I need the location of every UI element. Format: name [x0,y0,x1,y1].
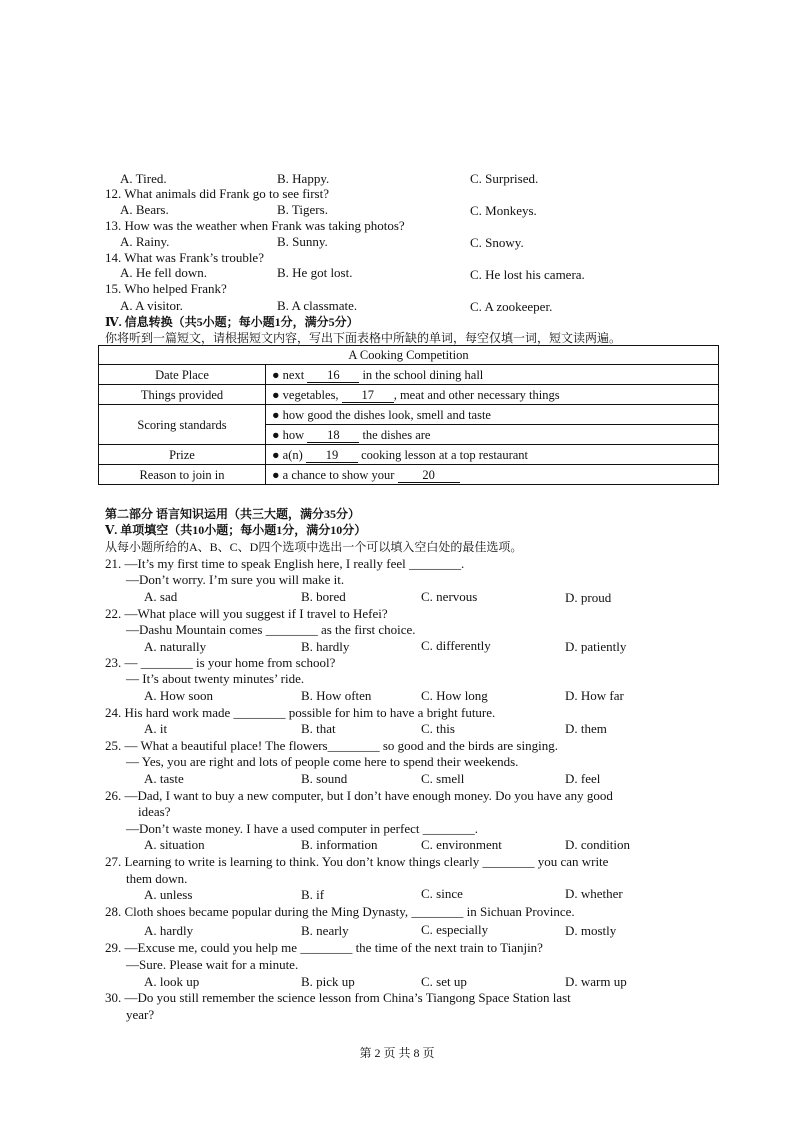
row-content [266,445,719,465]
q29-option-d[interactable]: D. warm up [565,974,627,989]
q27-text: 27. Learning to write is learning to think. You don’t know things clearly ________ you can write [105,854,609,869]
answer-blank-19[interactable]: 19 [306,448,358,463]
q12-option-a: A. Bears. [120,202,169,217]
q29-option-a[interactable]: A. look up [144,974,200,989]
q11-option-a: A. Tired. [120,171,167,186]
row-text: , meat and other necessary things [393,387,560,402]
q21-option-d[interactable]: D. proud [565,590,612,605]
section5-instruction: 从每小题所给的A、B、C、D四个选项中选出一个可以填入空白处的最佳选项。 [105,540,523,554]
q28-text: 28. Cloth shoes became popular during the Ming Dynasty, ________ in Sichuan Province. [105,904,575,919]
q23-option-c[interactable]: C. How long [421,688,488,703]
q26-option-b[interactable]: B. information [301,837,378,852]
row-text: ● vegetables, [272,387,339,402]
q21-text-2: —Don’t worry. I’m sure you will make it. [126,572,345,587]
q30-text: 30. —Do you still remember the science lesson from China’s Tiangong Space Station last [105,990,571,1005]
q11-option-b: B. Happy. [277,171,330,186]
q29-text-2: —Sure. Please wait for a minute. [126,957,299,972]
q13-option-b: B. Sunny. [277,234,328,249]
answer-blank-20[interactable]: 20 [398,468,460,483]
section5-heading: Ⅴ. 单项填空（共10小题；每小题1分，满分10分） [105,523,367,537]
q21-option-b[interactable]: B. bored [301,589,346,604]
q22-option-b[interactable]: B. hardly [301,639,350,654]
row-content [266,425,719,445]
q14-option-a: A. He fell down. [120,265,208,280]
cooking-competition-table [98,345,719,485]
row-text: in the school dining hall [362,367,484,382]
q24-option-b[interactable]: B. that [301,721,336,736]
q26-option-d[interactable]: D. condition [565,837,630,852]
table-row [99,385,719,405]
q22-option-c[interactable]: C. differently [421,638,491,653]
q21-option-a[interactable]: A. sad [144,589,178,604]
q13-text: 13. How was the weather when Frank was taking photos? [105,218,405,233]
q11-option-c: C. Surprised. [470,171,539,186]
q25-option-a[interactable]: A. taste [144,771,184,786]
row-label: Prize [99,445,266,465]
row-content [266,385,719,405]
q12-option-b: B. Tigers. [277,202,328,217]
q24-option-c[interactable]: C. this [421,721,455,736]
row-label: Things provided [99,385,266,405]
q14-text: 14. What was Frank’s trouble? [105,250,264,265]
row-text: cooking lesson at a top restaurant [361,447,529,462]
q25-option-d[interactable]: D. feel [565,771,601,786]
q15-text: 15. Who helped Frank? [105,281,227,296]
q15-option-b: B. A classmate. [277,298,358,313]
q15-option-a: A. A visitor. [120,298,183,313]
row-text: ● a chance to show your [272,467,395,482]
q25-option-c[interactable]: C. smell [421,771,465,786]
q12-text: 12. What animals did Frank go to see first? [105,186,329,201]
q15-option-c: C. A zookeeper. [470,299,553,314]
row-label: Scoring standards [99,405,266,445]
q29-text: 29. —Excuse me, could you help me ________ the time of the next train to Tianjin? [105,940,543,955]
q21-option-c[interactable]: C. nervous [421,589,478,604]
row-content [266,365,719,385]
q12-option-c: C. Monkeys. [470,203,537,218]
q14-option-c: C. He lost his camera. [470,267,585,282]
q22-option-a[interactable]: A. naturally [144,639,207,654]
q25-option-b[interactable]: B. sound [301,771,348,786]
row-content [266,465,719,485]
answer-blank-17[interactable]: 17 [342,388,394,403]
row-text: ● how [272,427,305,442]
q28-option-b[interactable]: B. nearly [301,923,349,938]
q26-text-cont: ideas? [138,804,171,819]
q26-text: 26. —Dad, I want to buy a new computer, but I don’t have enough money. Do you have any good [105,788,613,803]
q22-text-2: —Dashu Mountain comes ________ as the first choice. [126,622,416,637]
answer-blank-18[interactable]: 18 [307,428,359,443]
section4-heading: Ⅳ. 信息转换（共5小题；每小题1分，满分5分） [105,315,359,329]
row-text: ● a(n) [272,447,303,462]
q14-option-b: B. He got lost. [277,265,353,280]
table-row [99,405,719,425]
row-content: ● how good the dishes look, smell and taste [266,405,719,425]
q29-option-b[interactable]: B. pick up [301,974,355,989]
q22-option-d[interactable]: D. patiently [565,639,627,654]
q30-text-cont: year? [126,1007,155,1022]
q27-option-c[interactable]: C. since [421,886,463,901]
row-text: ● next [272,367,305,382]
page-number: 第 2 页 共 8 页 [359,1046,435,1060]
q28-option-d[interactable]: D. mostly [565,923,617,938]
q25-text-2: — Yes, you are right and lots of people come here to spend their weekends. [126,754,519,769]
q28-option-a[interactable]: A. hardly [144,923,194,938]
q27-text-cont: them down. [126,871,188,886]
q13-option-c: C. Snowy. [470,235,524,250]
q28-option-c[interactable]: C. especially [421,922,489,937]
q26-option-c[interactable]: C. environment [421,837,502,852]
q23-option-b[interactable]: B. How often [301,688,372,703]
q25-text: 25. — What a beautiful place! The flowers________ so good and the birds are singing. [105,738,558,753]
q22-text: 22. —What place will you suggest if I travel to Hefei? [105,606,388,621]
q21-text: 21. —It’s my first time to speak English here, I really feel ________. [105,556,465,571]
q24-option-d[interactable]: D. them [565,721,607,736]
q27-option-d[interactable]: D. whether [565,886,623,901]
q26-text-2: —Don’t waste money. I have a used computer in perfect ________. [126,821,478,836]
q23-option-a[interactable]: A. How soon [144,688,213,703]
row-text: the dishes are [362,427,431,442]
table-row [99,465,719,485]
q13-option-a: A. Rainy. [120,234,170,249]
q24-text: 24. His hard work made ________ possible for him to have a bright future. [105,705,496,720]
part2-heading: 第二部分 语言知识运用（共三大题，满分35分） [105,507,361,521]
q23-text-2: — It’s about twenty minutes’ ride. [126,671,305,686]
table-title: A Cooking Competition [99,346,719,365]
q24-option-a[interactable]: A. it [144,721,168,736]
q27-option-b[interactable]: B. if [301,887,325,902]
section4-instruction: 你将听到一篇短文，请根据短文内容，写出下面表格中所缺的单词，每空仅填一词，短文读两遍。 [105,331,622,345]
q29-option-c[interactable]: C. set up [421,974,467,989]
q23-option-d[interactable]: D. How far [565,688,624,703]
table-row [99,445,719,465]
answer-blank-16[interactable]: 16 [307,368,359,383]
q23-text: 23. — ________ is your home from school? [105,655,336,670]
row-label: Reason to join in [99,465,266,485]
q26-option-a[interactable]: A. situation [144,837,205,852]
table-row [99,365,719,385]
q27-option-a[interactable]: A. unless [144,887,193,902]
row-label: Date Place [99,365,266,385]
